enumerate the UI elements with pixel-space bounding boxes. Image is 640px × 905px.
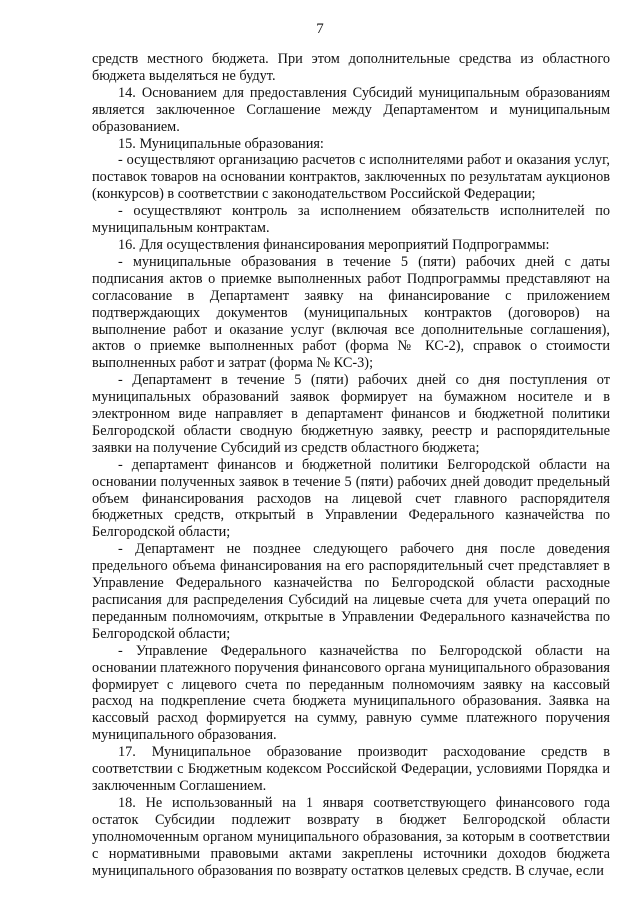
- paragraph-p-17: 17. Муниципальное образование производит расходование средств в соответствии с Бюджетным кодексом Российской Федерации, условиями Порядка и заключенным Соглашением.: [92, 744, 610, 794]
- paragraph-p-16-3: - департамент финансов и бюджетной политики Белгородской области на основании полученных заявок в течение 5 (пяти) рабочих дней доводит предельный объем финансирования расходов на лицевой счет главного распорядителя бюджетных средств, открытый в Управлении Федерального казначейства по Белгородской области;: [92, 456, 610, 541]
- paragraph-p-14: 14. Основанием для предоставления Субсидий муниципальным образованиям является заключенное Соглашение между Департаментом и муниципальным образованием.: [92, 84, 610, 135]
- paragraph-p-16-5: - Управление Федерального казначейства по Белгородской области на основании платежного поручения финансового органа муниципального образования формирует с лицевого счета по переданным полномочиям заявку на кассовый расход на подкрепление счета бюджета муниципального образования. Заявка на кассовый расход формируется на сумму, равную сумме платежного поручения муниципального образования.: [92, 642, 610, 744]
- document-body: [92, 51, 610, 879]
- paragraph-p-15-1: - осуществляют организацию расчетов с исполнителями работ и оказания услуг, поставок товаров на основании контрактов, заключенных по результатам аукционов (конкурсов) в соответствии с законодательством Российской Федерации;: [92, 152, 610, 203]
- page-number: 7: [316, 21, 324, 37]
- paragraph-p-16-1: - муниципальные образования в течение 5 (пяти) рабочих дней с даты подписания актов о приемке выполненных работ Подпрограммы представляют на согласование в Департамент заявку на финансирование с приложением подтверждающих документов (муниципальных контрактов (договоров) на выполнение работ и оказание услуг (включая все дополнительные соглашения), актов о приемке выполненных работ (форма № КС-2), справок о стоимости выполненных работ и затрат (форма № КС-3);: [92, 253, 610, 372]
- paragraph-p-16-2: - Департамент в течение 5 (пяти) рабочих дней со дня поступления от муниципальных образований заявок формирует на бумажном носителе и в электронном виде направляет в департамент финансов и бюджетной политики Белгородской области сводную бюджетную заявку, реестр и распорядительные заявки на получение Субсидий из средств областного бюджета;: [92, 372, 610, 456]
- paragraph-p-16: 16. Для осуществления финансирования мероприятий Подпрограммы:: [118, 236, 550, 253]
- paragraph-p-continuation: средств местного бюджета. При этом дополнительные средства из областного бюджета выделяться не будут.: [92, 51, 610, 84]
- paragraph-p-16-4: - Департамент не позднее следующего рабочего дня после доведения предельного объема финансирования на его распорядительный счет представляет в Управление Федерального казначейства по Белгородской области расходные расписания для распределения Субсидий на лицевые счета для учета операций по переданным полномочиям, открытые в Управлении Федерального казначейства по Белгородской области;: [92, 541, 610, 642]
- paragraph-p-15: 15. Муниципальные образования:: [118, 135, 324, 152]
- paragraph-p-18: 18. Не использованный на 1 января соответствующего финансового года остаток Субсидии подлежит возврату в бюджет Белгородской области уполномоченным органом муниципального образования, за которым в соответствии с нормативными правовыми актами закреплены источники доходов бюджета муниципального образования по возврату остатков целевых средств. В случае, если: [92, 794, 610, 879]
- paragraph-p-15-2: - осуществляют контроль за исполнением обязательств исполнителей по муниципальным контрактам.: [92, 203, 610, 237]
